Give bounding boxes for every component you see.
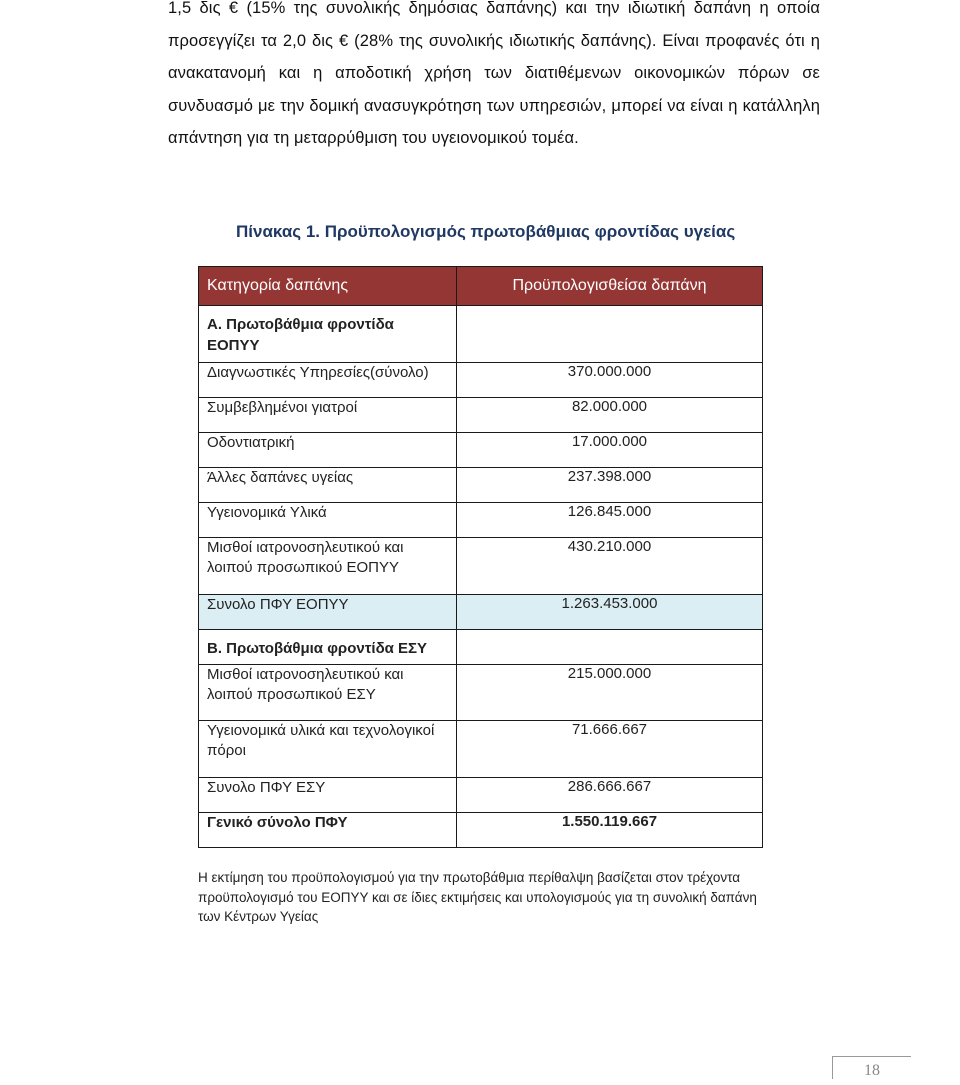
header-category: Κατηγορία δαπάνης	[199, 267, 457, 306]
table-header-row	[199, 267, 763, 306]
table-row	[199, 721, 763, 778]
grand-total-label: Γενικό σύνολο ΠΦΥ	[199, 813, 457, 848]
row-amount: 237.398.000	[457, 468, 763, 503]
intro-paragraph	[168, 0, 820, 155]
row-category: Υγειονομικά Υλικά	[199, 503, 457, 538]
table-row	[199, 363, 763, 398]
intro-text: 1,5 δις € (15% της συνολικής δημόσιας δαπάνης) και την ιδιωτική δαπάνη η οποία προσεγγίζει τα 2,0 δις € (28% της συνολικής ιδιωτικής δαπάνης). Είναι προφανές ότι η ανακατανομή και η αποδοτική χρήση των διατιθέμενων οικονομικών πόρων σε συνδυασμό με την δομική ανασυγκρότηση των υπηρεσιών, μπορεί να είναι η κατάλληλη απάντηση για τη μεταρρύθμιση του υγειονομικού τομέα.	[168, 0, 820, 148]
grand-total-amount: 1.550.119.667	[457, 813, 763, 848]
header-amount: Προϋπολογισθείσα δαπάνη	[457, 267, 763, 306]
row-category: Μισθοί ιατρονοσηλευτικού και λοιπού προσωπικού ΕΣΥ	[199, 665, 457, 721]
total-b-amount: 286.666.667	[457, 778, 763, 813]
page-number: 18	[832, 1056, 911, 1079]
row-category: Διαγνωστικές Υπηρεσίες(σύνολο)	[199, 363, 457, 398]
row-amount: 82.000.000	[457, 398, 763, 433]
table-row	[199, 665, 763, 721]
row-amount: 215.000.000	[457, 665, 763, 721]
row-amount: 430.210.000	[457, 538, 763, 595]
total-a-row	[199, 595, 763, 630]
row-category: Συμβεβλημένοι γιατροί	[199, 398, 457, 433]
table-row	[199, 503, 763, 538]
row-amount: 370.000.000	[457, 363, 763, 398]
section-b-title: Β. Πρωτοβάθμια φροντίδα ΕΣΥ	[199, 630, 457, 665]
table-row	[199, 433, 763, 468]
section-a-empty	[457, 306, 763, 363]
table-row	[199, 468, 763, 503]
table-caption: Πίνακας 1. Προϋπολογισμός πρωτοβάθμιας φροντίδας υγείας	[236, 222, 736, 241]
section-b-row	[199, 630, 763, 665]
section-a-row	[199, 306, 763, 363]
row-category: Μισθοί ιατρονοσηλευτικού και λοιπού προσωπικού ΕΟΠΥΥ	[199, 538, 457, 595]
row-category: Άλλες δαπάνες υγείας	[199, 468, 457, 503]
table-row	[199, 538, 763, 595]
table-row	[199, 398, 763, 433]
row-category: Οδοντιατρική	[199, 433, 457, 468]
section-b-empty	[457, 630, 763, 665]
row-category: Υγειονομικά υλικά και τεχνολογικοί πόροι	[199, 721, 457, 778]
row-amount: 71.666.667	[457, 721, 763, 778]
total-b-label: Συνολο ΠΦΥ ΕΣΥ	[199, 778, 457, 813]
total-a-label: Συνολο ΠΦΥ ΕΟΠΥΥ	[199, 595, 457, 630]
row-amount: 126.845.000	[457, 503, 763, 538]
table-note: Η εκτίμηση του προϋπολογισμού για την πρωτοβάθμια περίθαλψη βασίζεται στον τρέχοντα προϋπολογισμό του ΕΟΠΥΥ και σε ίδιες εκτιμήσεις και υπολογισμούς για τη συνολική δαπάνη των Κέντρων Υγείας	[198, 870, 757, 924]
row-amount: 17.000.000	[457, 433, 763, 468]
total-b-row	[199, 778, 763, 813]
total-a-amount: 1.263.453.000	[457, 595, 763, 630]
section-a-title: Α. Πρωτοβάθμια φροντίδα ΕΟΠΥΥ	[199, 306, 457, 363]
budget-table	[198, 266, 763, 848]
grand-total-row	[199, 813, 763, 848]
